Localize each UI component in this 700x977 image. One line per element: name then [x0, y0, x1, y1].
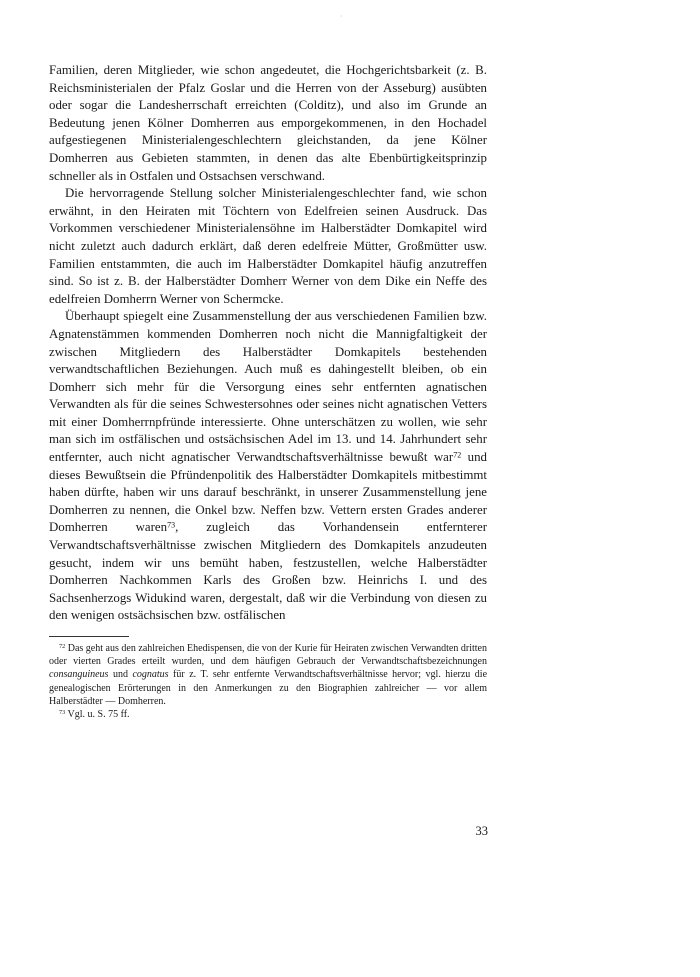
paragraph-1-text: Familien, deren Mitglieder, wie schon angedeutet, die Hochgerichtsbarkeit (z. B. Reichsministerialen der Pfalz Goslar und die Herren von der Asseburg) ausübten oder sogar die Landesherrschaft erreichten (Colditz), und also im Grunde an Bedeutung jenen Kölner Domherren aus emporgekommenen, in den Hochadel aufgestiegenen Ministerialengeschlechtern gleichstanden, da jene Kölner Domherren aus Gebieten stammten, in denen das alte Ebenbürtigkeitsprinzip schneller als in Ostfalen und Ostsachsen verschwand.: [49, 63, 487, 183]
paragraph-3-text-b: und dieses Bewußtsein die Pfründenpolitik des Halberstädter Domkapitels mitbestimmt haben dürfte, haben wir uns darauf beschränkt, in unserer Zusammenstellung jene Domherren zu nennen, die Onkel bzw. Neffen bzw. Vettern ersten Grades anderer Domherren waren: [49, 450, 487, 535]
footnote-marker-73: 73: [59, 709, 66, 717]
footnote-72-text-c: für z. T. sehr entfernte Verwandtschaftsverhältnisse hervor; vgl. hierzu die genealogischen Erörterungen in den Anmerkungen zu den Biographien zahlreicher — vor allem Halberstädter — Domherren.: [49, 669, 488, 707]
footnote-72-term-consanguineus: consanguineus: [49, 669, 109, 681]
footnote-72-text-a: Das geht aus den zahlreichen Ehedispensen, die von der Kurie für Heiraten zwischen Verwandten dritten oder vierten Grades erteilt wurden, und dem häufigen Gebrauch der Verwandtschaftsbezeichnungen: [49, 643, 487, 668]
paragraph-3-text-a: Überhaupt spiegelt eine Zusammenstellung der aus verschiedenen Familien bzw. Agnatenstämmen kommenden Domherren noch nicht die Mannigfaltigkeit der zwischen Mitgliedern des Halberstädter Domkapitels bestehenden verwandtschaftlichen Beziehungen. Auch muß es dahingestellt bleiben, ob ein Domherr sich mehr für die Versorgung eines sehr entfernten agnatischen Verwandten als für die seines Schwestersohnes oder seines nicht agnatischen Vetters mit einer Domherrnpfründe interessierte. Ohne unterschätzen zu wollen, wie sehr man sich im ostfälischen und ostsächsischen Adel im 13. und 14. Jahrhundert sehr entfernter, auch nicht agnatischer Verwandtschaftsverhältnisse bewußt war: [49, 309, 487, 465]
scan-artifact: ·: [340, 12, 343, 21]
footnote-72-term-cognatus: cognatus: [132, 669, 169, 681]
book-page: [49, 62, 487, 721]
footnote-73: [49, 708, 487, 721]
footnote-marker-72: 72: [59, 643, 66, 651]
footnote-ref-73: 73: [167, 520, 176, 530]
footnote-72-text-b: und: [108, 669, 133, 681]
paragraph-2-text: Die hervorragende Stellung solcher Ministerialengeschlechter fand, wie schon erwähnt, in den Heiraten mit Töchtern von Edelfreien seinen Ausdruck. Das Vorkommen verschiedener Ministerialensöhne im Halberstädter Domkapitel wird nicht zuletzt auch dadurch erklärt, daß deren edelfreie Mütter, Großmütter usw. Familien entstammten, die auch im Halberstädter Domkapitel häufig anzutreffen sind. So ist z. B. der Halberstädter Domherr Werner von dem Dike ein Neffe des edelfreien Domherrn Werner von Schermcke.: [49, 186, 487, 306]
paragraph-3-text-c: , zugleich das Vorhandensein entfernterer Verwandtschaftsverhältnisse zwischen Mitgliedern des Domkapitels anzudeuten gesucht, indem wir uns bemüht haben, festzustellen, welche Halberstädter Domherren Nachkommen Karls des Großen bzw. Heinrichs I. und des Sachsenherzogs Widukind waren, dergestalt, daß wir die Verbindung von diesen zu den wenigen ostsächsischen bzw. ostfälischen: [49, 520, 487, 623]
paragraph-1: [49, 62, 487, 185]
footnotes: [49, 642, 487, 721]
page-number: 33: [475, 824, 488, 838]
footnote-72: [49, 642, 487, 708]
footnote-ref-72: 72: [453, 450, 462, 460]
paragraph-3: [49, 308, 487, 625]
main-text: [49, 62, 487, 625]
paragraph-2: [49, 185, 487, 308]
footnote-73-text: Vgl. u. S. 75 ff.: [65, 709, 130, 721]
footnote-divider: [49, 636, 129, 637]
